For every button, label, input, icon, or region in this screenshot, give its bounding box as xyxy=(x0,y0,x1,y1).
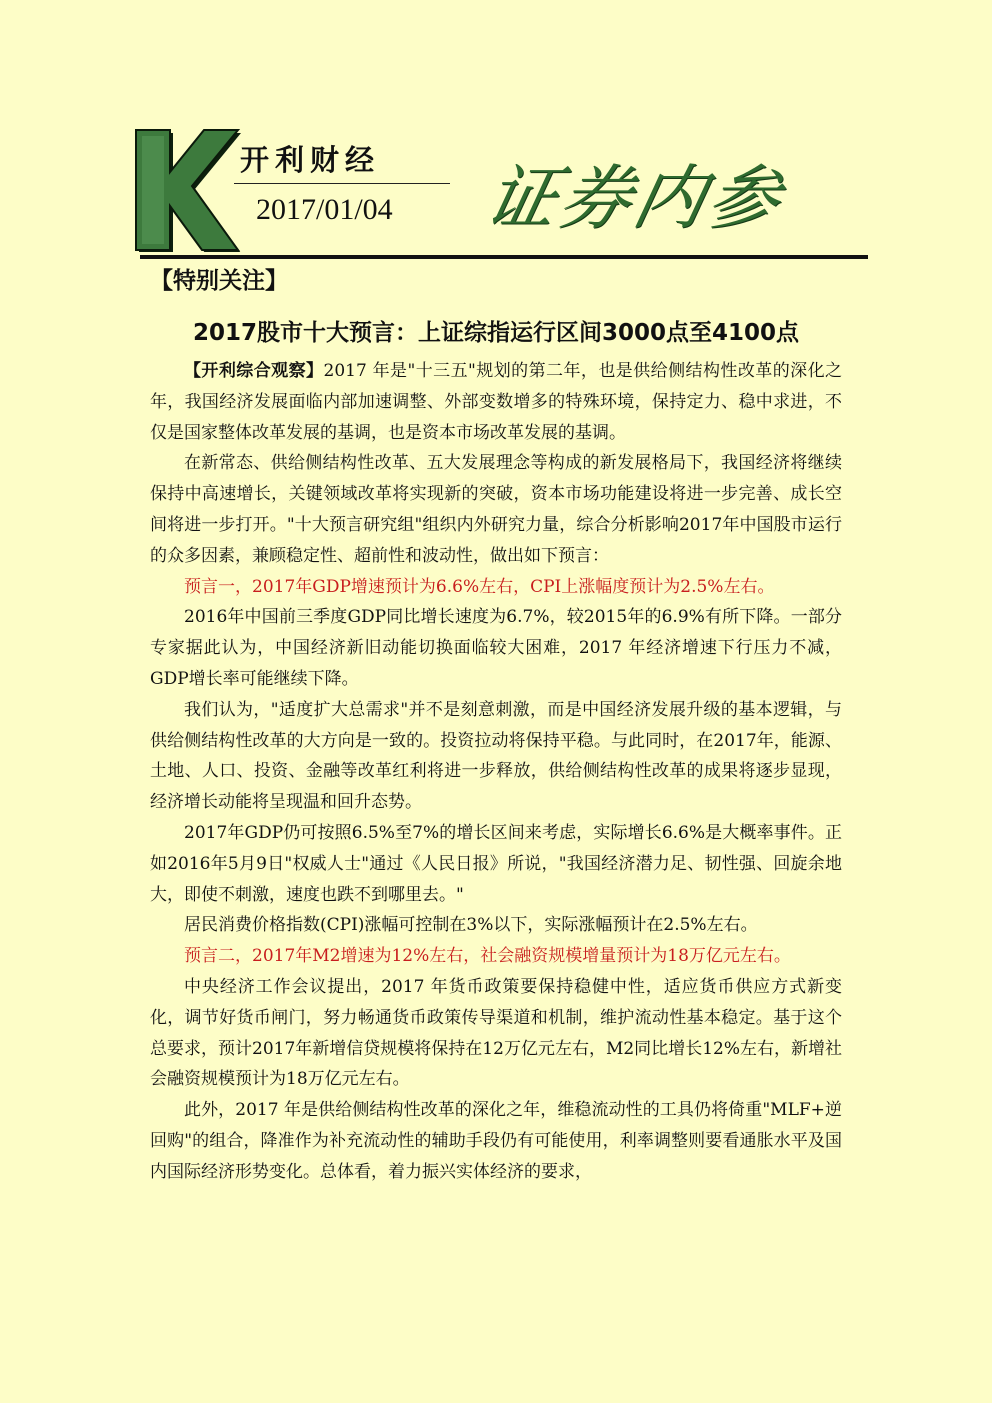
lead-tag: 【开利综合观察】 xyxy=(184,361,324,381)
section-tag: 【特别关注】 xyxy=(150,268,288,294)
paragraph-4: 我们认为，"适度扩大总需求"并不是刻意刺激，而是中国经济发展升级的基本逻辑，与供给侧结构性改革的大方向是一致的。投资拉动将保持平稳。与此同时，在2017年，能源、土地、人口、投资、金融等改革红利将进一步释放，供给侧结构性改革的成果将逐步显现，经济增长动能将呈现温和回升态势。 xyxy=(150,699,842,813)
paragraph-5: 2017年GDP仍可按照6.5%至7%的增长区间来考虑，实际增长6.6%是大概率事件。正如2016年5月9日"权威人士"通过《人民日报》所说，"我国经济潜力足、韧性强、回旋余地大，即使不刺激，速度也跌不到哪里去。" xyxy=(150,822,842,905)
paragraph-7: 中央经济工作会议提出，2017 年货币政策要保持稳健中性，适应货币供应方式新变化，调节好货币闸门，努力畅通货币政策传导渠道和机制，维护流动性基本稳定。基于这个总要求，预计2017年新增信贷规模将保持在12万亿元左右，M2同比增长12%左右，新增社会融资规模预计为18万亿元左右。 xyxy=(150,976,842,1090)
header-divider xyxy=(140,255,868,259)
paragraph-1-text: 2017 年是"十三五"规划的第二年，也是供给侧结构性改革的深化之年，我国经济发展面临内部加速调整、外部变数增多的特殊环境，保持定力、稳中求进，不仅是国家整体改革发展的基调，也是资本市场改革发展的基调。 xyxy=(150,361,843,443)
prediction-1: 预言一，2017年GDP增速预计为6.6%左右，CPI上涨幅度预计为2.5%左右。 xyxy=(184,576,775,597)
issue-date: 2017/01/04 xyxy=(256,193,393,226)
paragraph-2: 在新常态、供给侧结构性改革、五大发展理念等构成的新发展格局下，我国经济将继续保持中高速增长，关键领域改革将实现新的突破，资本市场功能建设将进一步完善、成长空间将进一步打开。"十大预言研究组"组织内外研究力量，综合分析影响2017年中国股市运行的众多因素，兼顾稳定性、超前性和波动性，做出如下预言： xyxy=(150,453,842,566)
article-body xyxy=(150,356,842,1188)
paragraph-8: 此外，2017 年是供给侧结构性改革的深化之年，维稳流动性的工具仍将倚重"MLF+逆回购"的组合，降准作为补充流动性的辅助手段仍有可能使用，利率调整则要看通胀水平及国内国际经济形势变化。总体看，着力振兴实体经济的要求， xyxy=(150,1100,842,1182)
publication-title: 证券内参 xyxy=(478,157,792,239)
article-title: 2017股市十大预言：上证综指运行区间3000点至4100点 xyxy=(192,320,800,346)
brand-name: 开利财经 xyxy=(240,143,381,177)
k-logo-icon xyxy=(130,128,242,252)
paragraph-6: 居民消费价格指数(CPI)涨幅可控制在3%以下，实际涨幅预计在2.5%左右。 xyxy=(184,915,758,936)
paragraph-1 xyxy=(150,356,842,448)
brand-divider xyxy=(234,183,450,184)
masthead xyxy=(0,0,992,262)
prediction-2: 预言二，2017年M2增速为12%左右，社会融资规模增量预计为18万亿元左右。 xyxy=(184,946,791,967)
paragraph-3: 2016年中国前三季度GDP同比增长速度为6.7%，较2015年的6.9%有所下降。一部分专家据此认为，中国经济新旧动能切换面临较大困难，2017 年经济增速下行压力不减，GDP增长率可能继续下降。 xyxy=(150,607,842,689)
